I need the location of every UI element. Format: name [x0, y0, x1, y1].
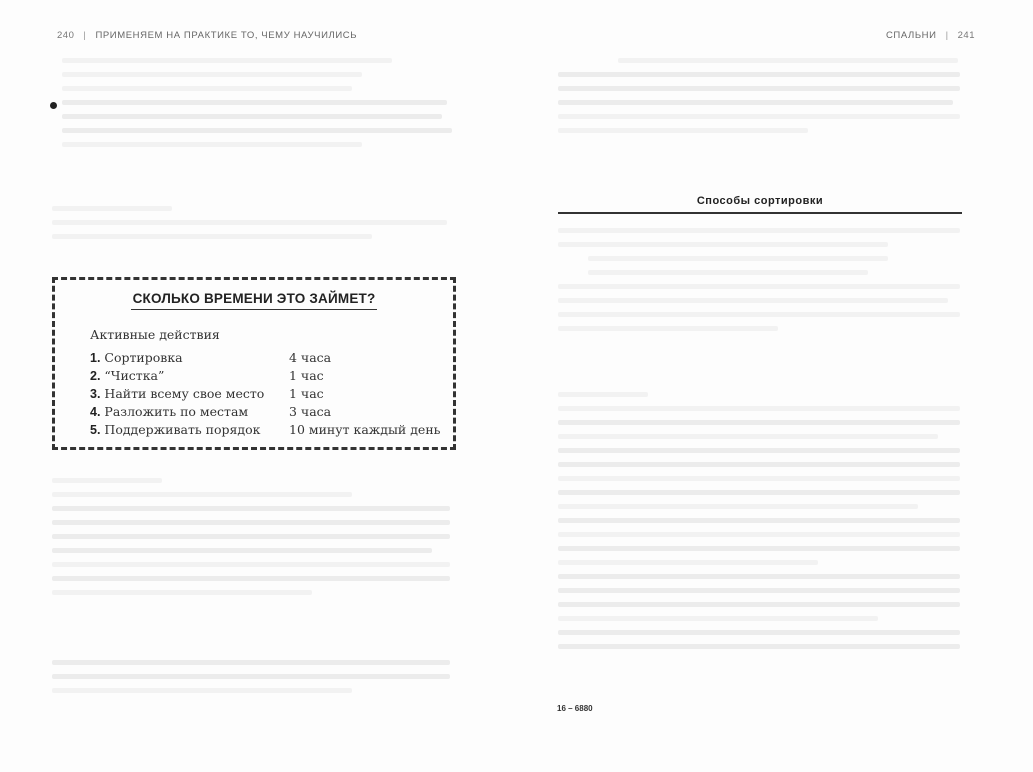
- step-time: 10 минут каждый день: [289, 421, 441, 437]
- ghost-text-block: [558, 392, 963, 658]
- right-running-head: [886, 30, 975, 41]
- step-label: [90, 368, 289, 383]
- time-box-steps: [90, 348, 450, 438]
- right-running-title: СПАЛЬНИ: [885, 30, 937, 41]
- time-estimate-box: [52, 277, 456, 450]
- left-running-title: ПРИМЕНЯЕМ НА ПРАКТИКЕ ТО, ЧЕМУ НАУЧИЛИСЬ: [95, 30, 358, 41]
- left-running-head: [57, 30, 357, 41]
- ghost-text-block: [558, 58, 963, 142]
- step-text: “Чистка”: [104, 367, 165, 383]
- step-time: 1 час: [289, 385, 324, 401]
- step-row: [90, 366, 450, 384]
- left-page-number: 240: [57, 30, 75, 41]
- step-label: [90, 404, 289, 419]
- step-text: Разложить по местам: [104, 403, 249, 419]
- time-box-subtitle: Активные действия: [90, 327, 220, 342]
- step-time: 4 часа: [289, 349, 332, 365]
- right-head-separator: |: [945, 30, 949, 41]
- step-row: [90, 420, 450, 438]
- step-number: 5.: [90, 422, 101, 437]
- printer-signature: 16 – 6880: [557, 704, 593, 713]
- section-heading: Способы сортировки: [696, 195, 824, 207]
- step-number: 2.: [90, 368, 101, 383]
- right-page-number: 241: [957, 30, 975, 41]
- step-time: 1 час: [289, 367, 324, 383]
- step-label: [90, 350, 289, 365]
- ghost-text-block: [52, 660, 452, 702]
- right-page: [516, 0, 1033, 772]
- step-label: [90, 386, 289, 401]
- step-row: [90, 384, 450, 402]
- ghost-text-block: [62, 58, 452, 156]
- step-time: 3 часа: [289, 403, 332, 419]
- left-page: [0, 0, 516, 772]
- bullet-point: [50, 102, 57, 109]
- step-number: 1.: [90, 350, 101, 365]
- step-row: [90, 348, 450, 366]
- step-text: Поддерживать порядок: [104, 421, 261, 437]
- step-number: 4.: [90, 404, 101, 419]
- step-row: [90, 402, 450, 420]
- ghost-text-block: [52, 206, 452, 248]
- step-label: [90, 422, 289, 437]
- step-text: Найти всему свое место: [104, 385, 265, 401]
- step-number: 3.: [90, 386, 101, 401]
- ghost-text-block: [52, 478, 452, 604]
- time-box-title: СКОЛЬКО ВРЕМЕНИ ЭТО ЗАЙМЕТ?: [55, 291, 453, 310]
- left-head-separator: |: [83, 30, 87, 41]
- ghost-text-block: [558, 228, 963, 340]
- section-heading-rule: [558, 212, 962, 214]
- step-text: Сортировка: [104, 349, 183, 365]
